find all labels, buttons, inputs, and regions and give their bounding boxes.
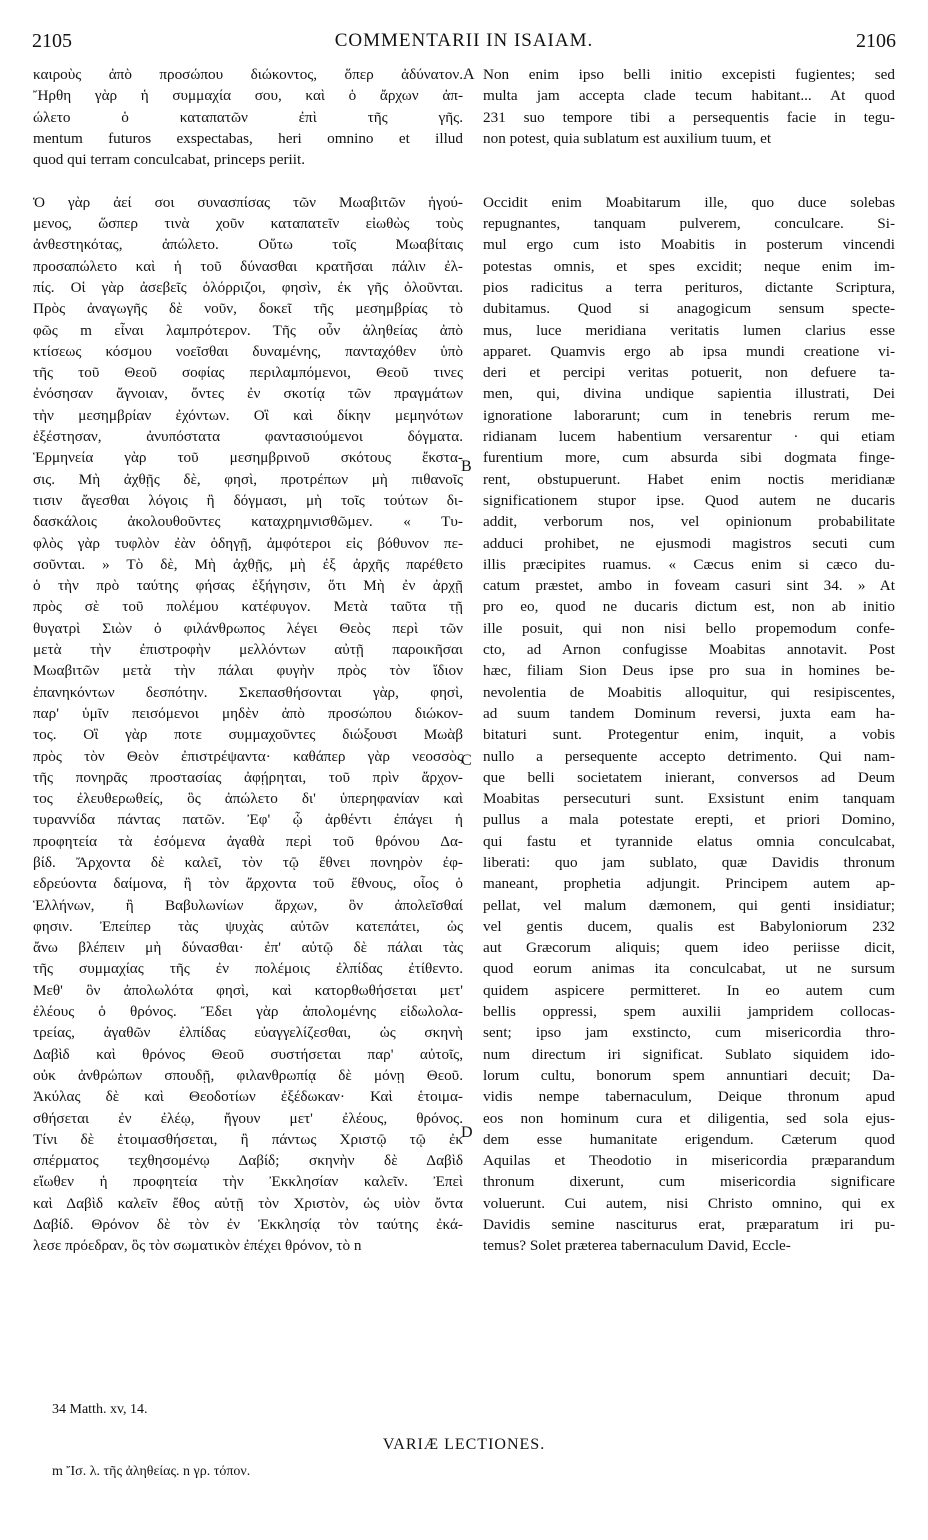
latin-text-line: illis præcipites ruamus. « Cæcus enim si cæco du- xyxy=(483,555,895,573)
latin-text-line: mul ergo cum isto Moabitis in posterum vincendi xyxy=(483,236,895,254)
greek-text-line: ἐλέους ὁ θρόνος. Ἔδει γὰρ ἀπολομένης εἰδωλολα- xyxy=(33,1003,463,1021)
latin-text-line: nevolentia de Moabitis alloquitur, qui resipiscentes, xyxy=(483,683,895,701)
greek-text-line: Δαβίδ. Θρόνον δὲ τὸν ἐν Ἐκκλησίᾳ τὸν ταύτης ἐκά- xyxy=(33,1216,463,1234)
greek-text-line: πίς. Οἱ γὰρ ἀσεβεῖς ὁλόρριζοι, φησὶν, ἐκ γῆς ὀλοῦνται. xyxy=(33,278,463,296)
running-title: COMMENTARII IN ISAIAM. xyxy=(334,30,594,51)
latin-text-line: significationem stupor ipse. Quod autem ne ducaris xyxy=(483,491,895,509)
latin-text-line: vidis nempe tabernaculum, Deique thronum apud xyxy=(483,1088,895,1106)
latin-text-line: aut Græcorum aliquis; quem ideo periisse dicit, xyxy=(483,939,895,957)
latin-text-line: adduci prohibet, ne ejusmodi magistros secuti cum xyxy=(483,534,895,552)
greek-text-line: ἄνω βλέπειν μὴ δύνασθαι· ἐπ' αὐτῷ δὲ πάλαι τὰς xyxy=(33,939,463,957)
latin-text-line: pullus a mala potestate erepti, et priori Domino, xyxy=(483,811,895,829)
latin-text-line: non potest, quia sublatum est auxilium tuum, et xyxy=(483,129,772,147)
latin-text-line: dem esse humanitate erigendum. Cæterum quod xyxy=(483,1130,895,1148)
greek-text-line: θυγατρὶ Σιὼν ὁ φιλάνθρωπος λέγει Θεὸς περὶ τῶν xyxy=(33,619,463,637)
margin-letter-d: D xyxy=(461,1124,473,1141)
left-column-number: 2105 xyxy=(32,30,72,52)
latin-text-line: voluerunt. Cui autem, nisi Christo omnino, qui ex xyxy=(483,1194,895,1212)
latin-text-line: deri et percipi veritas potuerit, non defuere ta- xyxy=(483,364,895,382)
greek-text-line: πρὸς σὲ τοῦ πολέμου κατέφυγον. Μετὰ ταῦτα τῇ xyxy=(33,598,463,616)
greek-text-line xyxy=(33,170,463,191)
greek-text-line: ἐξέστησαν, ἀνυπόστατα φαντασιούμενοι δόγματα. xyxy=(33,428,463,446)
latin-text-line xyxy=(483,170,895,191)
latin-text-line: ignoratione laborarunt; cum in tenebris rerum me- xyxy=(483,406,895,424)
greek-text-line: Ἑρμηνεία γὰρ τοῦ μεσημβρινοῦ σκότους ἔκστα- xyxy=(33,449,463,467)
latin-text-line: multa jam accepta clade tecum habitant... At quod xyxy=(483,87,895,105)
latin-text-line: hæc, filiam Sion Deus ipse pro sua in homines be- xyxy=(483,662,895,680)
latin-text-line: liberati: quo jam sublato, quæ Davidis thronum xyxy=(483,853,895,871)
greek-text-line: τῆς πονηρᾶς προστασίας ἀφῄρηται, τοῦ πρὶν ἄρχον- xyxy=(33,768,463,786)
greek-text-line: σις. Μὴ ἀχθῇς δὲ, φησὶ, προτρέπων μὴ πιθανοῖς xyxy=(33,470,463,488)
greek-text-line: ώλετο ὁ καταπατῶν ἐπὶ τῆς γῆς. xyxy=(33,108,463,126)
latin-text-line: cto, ad Arnon confugisse Moabitas annotavit. Post xyxy=(483,641,895,659)
latin-text-line: pro eo, quod ne ducaris dictum est, non ab initio xyxy=(483,598,895,616)
latin-text-line: temus? Solet præterea tabernaculum David, Eccle- xyxy=(483,1237,791,1255)
latin-text-line: repugnantes, tanquam pulverem, conculcare. Si- xyxy=(483,215,895,233)
latin-text-line: qui fastu et tyrannide elatus omnia conculcabat, xyxy=(483,832,895,850)
latin-text-line: catum præstet, ambo in foveam casuri sint 34. » At xyxy=(483,577,895,595)
page-header xyxy=(0,30,928,60)
greek-text-line: εἴωθεν ἡ προφητεία τὴν Ἐκκλησίαν καλεῖν. Ἐπεὶ xyxy=(33,1173,463,1191)
latin-text-line: eos non hominum cura et diligentia, sed sola ejus- xyxy=(483,1109,895,1127)
greek-text-line: Ἑλλήνων, ἢ Βαβυλωνίων ἄρχων, ὃν ἀπολεῖσθαί xyxy=(33,896,463,914)
greek-text-line: ἐπανηκόντων δεσπότην. Σκεπασθήσονται γὰρ, φησὶ, xyxy=(33,683,463,701)
greek-text-line: φλὸς γὰρ τυφλὸν ἐὰν ὁδηγῇ, ἀμφότεροι εἰς βόθυνον πε- xyxy=(33,534,463,552)
greek-text-line: Μωαβιτῶν μετὰ τὴν πάλαι φυγὴν πρὸς τὸν ἴδιον xyxy=(33,662,463,680)
greek-text-line: Δαβὶδ καὶ θρόνος Θεοῦ συστήσεται παρ' αὐτοῖς, xyxy=(33,1045,463,1063)
margin-letter-c: C xyxy=(461,752,472,769)
latin-text-line: dubitamus. Quod si anagogicum sensum specte- xyxy=(483,300,895,318)
latin-text-line: addit, verborum nos, vel opinionum probabilitate xyxy=(483,513,895,531)
greek-text-line: μετὰ τὴν ἐπιστροφὴν μελλόντων αὐτῇ παροικῆσαι xyxy=(33,641,463,659)
latin-text-line: sent; ipso jam exstincto, cum misericordia thro- xyxy=(483,1024,895,1042)
latin-text-line: quidem aspicere permitteret. In eo autem cum xyxy=(483,981,895,999)
greek-text-line: ὁ τὴν πρὸ ταύτης φήσας ἐξήγησιν, ὅτι Μὴ ἐν ἀρχῇ xyxy=(33,577,463,595)
latin-text-line: apparet. Quamvis ergo ab ipsa mundi creatione vi- xyxy=(483,342,895,360)
latin-text-line: num directum iri significat. Sublato siquidem ido- xyxy=(483,1045,895,1063)
latin-text-line: ille posuit, qui non nisi bello propemodum confe- xyxy=(483,619,895,637)
greek-text-line: φῶς m εἶναι λαμπρότερον. Τῆς οὖν ἀληθείας ἀπὸ xyxy=(33,321,463,339)
greek-text-line: προφητεία τὰ ἐσόμενα ἀγαθὰ περὶ τοῦ θρόνου Δα- xyxy=(33,832,463,850)
greek-text-line: τρείας, ἀγαθῶν ἐλπίδας εὐαγγελίζεσθαι, ὡς σκηνὴ xyxy=(33,1024,463,1042)
greek-text-line: mentum futuros exspectabas, heri omnino et illud xyxy=(33,129,463,147)
latin-text-line xyxy=(483,149,895,170)
latin-text-line: nullo a persequente accepto detrimento. Qui nam- xyxy=(483,747,895,765)
greek-text-line: προσαπώλετο καὶ ἡ τοῦ δύνασθαι κρατῆσαι πάλιν ἐλ- xyxy=(33,257,463,275)
greek-text-line: δασκάλοις ἀκολουθοῦντες καταχρημνισθῶμεν. « Τυ- xyxy=(33,513,463,531)
greek-text-line: τισιν ἄγεσθαι λόγοις ἢ δόγμασι, μὴ τοῖς τούτων δι- xyxy=(33,491,463,509)
latin-text-line: furentium more, cum absurda sibi dogmata finge- xyxy=(483,449,895,467)
latin-text-line: rent, obstupuerunt. Habet enim noctis meridianæ xyxy=(483,470,895,488)
greek-text-line: βίδ. Ἄρχοντα δὲ καλεῖ, τὸν τῷ ἔθνει πονηρὸν ἐφ- xyxy=(33,853,463,871)
greek-text-line: Πρὸς ἀναγωγῆς δὲ νοῦν, δοκεῖ τῆς μεσημβρίας τὸ xyxy=(33,300,463,318)
latin-text-line: que belli societatem inierant, conversos ad Deum xyxy=(483,768,895,786)
footnote: 34 Matth. xv, 14. xyxy=(52,1402,148,1417)
greek-text-line: τυραννίδα πάντας πατῶν. Ἐφ' ᾧ ἀρθέντι ἐπάγει ἡ xyxy=(33,811,463,829)
latin-text-line: mus, luce meridiana veritatis lumen clarius esse xyxy=(483,321,895,339)
latin-text-line: vel gentis ducem, qualis est Babyloniorum 232 xyxy=(483,917,895,935)
greek-text-line: Ὁ γὰρ ἀεί σοι συνασπίσας τῶν Μωαβιτῶν ἡγού- xyxy=(33,193,463,211)
latin-text-line: lorum cultu, bonorum spem annuntiari decuit; Da- xyxy=(483,1066,895,1084)
latin-text-line: Non enim ipso belli initio excepisti fugientes; sed xyxy=(483,66,895,83)
greek-text-line: τῆς συμμαχίας τῆς ἐν πολέμοις ἐλπίδας ἐτίθεντο. xyxy=(33,960,463,978)
greek-text-line: Ἤρθη γὰρ ἡ συμμαχία σου, καὶ ὁ ἄρχων ἀπ- xyxy=(33,87,463,105)
greek-text-line: μενος, ὥσπερ τινὰ χοῦν καταπατεῖν εἰωθὼς τοὺς xyxy=(33,215,463,233)
latin-text-line: bitaturi sunt. Protegentur enim, inquit, a vobis xyxy=(483,726,895,744)
greek-text-line: Μεθ' ὃν ἀπολωλότα φησὶ, καὶ κατορθωθήσεται μετ' xyxy=(33,981,463,999)
latin-text-line: 231 suo tempore tibi a persequentis facie in tegu- xyxy=(483,108,895,126)
variae-lectiones-title: VARIÆ LECTIONES. xyxy=(382,1436,546,1453)
greek-column xyxy=(33,64,463,1257)
greek-text-line: πρὸς τὸν Θεὸν ἐπιστρέψαντα· καθάπερ γὰρ νεοσσὸς xyxy=(33,747,463,765)
greek-text-line: κτίσεως κόσμου νοεῖσθαι δυναμένης, πανταχόθεν ὑπὸ xyxy=(33,342,463,360)
latin-text-line: thronum dixerunt, cum misericordia significare xyxy=(483,1173,895,1191)
latin-text-line: ad suum tandem Dominum reversi, juxta eam ha- xyxy=(483,704,895,722)
greek-text-line: φησιν. Ἐπείπερ τὰς ψυχὰς αὐτῶν κατεπάτει, ὡς xyxy=(33,917,463,935)
greek-text-line: οὐκ ἀνθρώπων σπουδῇ, φιλανθρωπίᾳ δὲ μόνῃ Θεοῦ. xyxy=(33,1066,463,1084)
greek-text-line: λεσε πρόεδραν, ὃς τὸν σωματικὸν ἐπέχει θρόνον, τὸ n xyxy=(33,1237,362,1255)
greek-text-line: ἐνόσησαν ἄγνοιαν, ὄντες ἐν σκοτίᾳ τῶν πραγμάτων xyxy=(33,385,463,403)
greek-text-line: τῆς τοῦ Θεοῦ σοφίας περιλαμπόμενοι, Θεοῦ τινες xyxy=(33,364,463,382)
variae-lectiones-text: m Ἴσ. λ. τῆς ἀληθείας. n γρ. τόπον. xyxy=(52,1464,251,1479)
greek-text-line: παρ' ὑμῖν πεισόμενοι μηδὲν ἀπὸ προσώπου διώκον- xyxy=(33,704,463,722)
greek-text-line: σθήσεται ἐν ἐλέῳ, ἤγουν μετ' ἐλέους, θρόνος. xyxy=(33,1109,463,1127)
latin-text-line: ridianam lucem habentium versarentur · qui etiam xyxy=(483,428,895,446)
greek-text-line: ἀνθεστηκότας, ἀπώλετο. Οὕτω τοῖς Μωαβίταις xyxy=(33,236,463,254)
latin-column xyxy=(483,64,895,1257)
greek-text-line: τὴν μεσημβρίαν ἐχόντων. Οἳ καὶ δίκην μεμηνότων xyxy=(33,406,463,424)
greek-text-line: καὶ Δαβὶδ καλεῖν ἔθος αὐτῇ τὸν Χριστὸν, ὡς υἱὸν ὄντα xyxy=(33,1194,463,1212)
latin-text-line: bellis oppressi, spem auxilii jampridem collocas- xyxy=(483,1003,895,1021)
latin-text-line: pellat, vel malum dæmonem, qui genti insidiatur; xyxy=(483,896,895,914)
greek-text-line: εδρεύοντα δαίμονα, ἢ τὸν ἄρχοντα τοῦ ἔθνους, οἷος ὁ xyxy=(33,875,463,893)
greek-text-line: καιροὺς ἀπὸ προσώπου διώκοντος, ὅπερ ἀδύνατον. xyxy=(33,66,463,83)
latin-text-line: Occidit enim Moabitarum ille, quo duce solebas xyxy=(483,193,895,211)
latin-text-line: men, qui, divina undique sapientia illustrati, Dei xyxy=(483,385,895,403)
greek-text-line: σπέρματος τεχθησομένῳ Δαβίδ; σκηνὴν δὲ Δαβὶδ xyxy=(33,1152,463,1170)
greek-text-line: τος ἐλευθερωθείς, ὃς ἀπώλετο δι' ὑπερηφανίαν καὶ xyxy=(33,790,463,808)
latin-text-line: Moabitas persecuturi sunt. Exsistunt enim tanquam xyxy=(483,790,895,808)
greek-text-line: quod qui terram conculcabat, princeps periit. xyxy=(33,151,306,169)
latin-text-line: quod eorum animas ita conculcabat, ut ne sursum xyxy=(483,960,895,978)
latin-text-line: Aquilas et Theodotio in misericordia præparandum xyxy=(483,1152,895,1170)
greek-text-line: σοῦνται. » Τὸ δὲ, Μὴ ἀχθῇς, μὴ ἐξ ἀρχῆς παρέθετο xyxy=(33,555,463,573)
greek-text-line: Ἀκύλας δὲ καὶ Θεοδοτίων ἐξέδωκαν· Καὶ ἑτοιμα- xyxy=(33,1088,463,1106)
margin-letter-a: A xyxy=(463,66,475,83)
latin-text-line: maneant, prophetia adjungit. Principem autem ap- xyxy=(483,875,895,893)
latin-text-line: pios radicitus a terra perituros, dictante Scriptura, xyxy=(483,278,895,296)
latin-text-line: potestas omnis, et spes excidit; neque enim im- xyxy=(483,257,895,275)
margin-letter-b: B xyxy=(461,458,472,475)
greek-text-line: Τίνι δὲ ἑτοιμασθήσεται, ἢ πάντως Χριστῷ τῷ ἐκ xyxy=(33,1130,463,1148)
right-column-number: 2106 xyxy=(856,30,896,52)
greek-text-line: τος. Οἳ γὰρ ποτε συμμαχοῦντες διώξουσι Μωὰβ xyxy=(33,726,463,744)
latin-text-line: Davidis semine nasciturus erat, præparatum iri pu- xyxy=(483,1216,895,1234)
